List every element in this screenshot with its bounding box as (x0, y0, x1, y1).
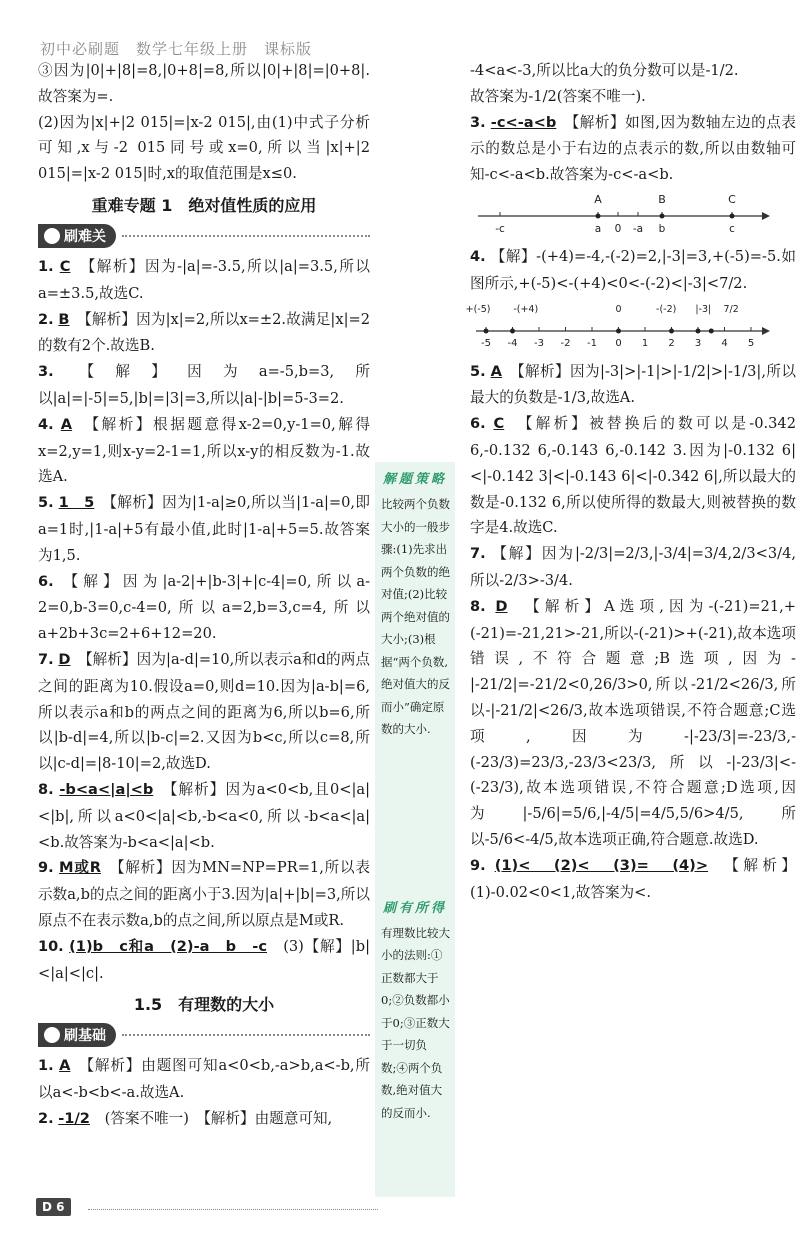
paragraph: 故答案为-1/2(答案不唯一). (470, 87, 646, 105)
question-item (38, 307, 370, 360)
tick-label: -2 (560, 337, 571, 349)
question-item (38, 855, 370, 933)
question-item (470, 110, 796, 188)
point-label: -(+4) (513, 303, 539, 315)
explanation: 【解析】根据题意得x-2=0,y-1=0,解得x=2,y=1,则x-y=2-1=1,所以x-y的相反数为-1.故选A. (38, 415, 370, 486)
explanation: 【解】因为|a-2|+|b-3|+|c-4|=0,所以a-2=0,b-3=0,c-4=0,所以a=2,b=3,c=4,所以a+2b+3c=2+6+12=20. (38, 572, 371, 643)
question-number: 1. (38, 258, 54, 275)
note-title: 解题策略 (382, 472, 447, 487)
answer: -b<a<|a|<b (59, 780, 154, 798)
point (484, 328, 489, 333)
arrow-icon (762, 212, 770, 220)
tick-label: a (594, 222, 602, 235)
section-badge (38, 224, 370, 248)
explanation: 【解析】因为|1-a|≥0,所以当|1-a|=0,即a=1时,|1-a|+5有最小值,此时|1-a|+5=5.故答案为1,5. (38, 494, 371, 564)
paragraph: (2)因为|x|+|2 015|=|x-2 015|,由(1)中式子分析可知,x与-2 015同号或x=0,所以当|x|+|2 015|=|x-2 015|时,x的取值范围是x≤0. (38, 113, 370, 183)
badge-label: 刷难关 (64, 228, 106, 245)
number-line-2 (465, 299, 770, 353)
point (730, 213, 735, 218)
badge-label: 刷基础 (64, 1028, 106, 1045)
question-number: 4. (470, 248, 486, 265)
sidebar-notes (375, 462, 455, 1197)
answer: M或R (59, 859, 101, 877)
question-item (38, 1053, 370, 1106)
question-number: 8. (38, 781, 54, 798)
explanation: (答案不唯一) 【解析】由题意可知, (104, 1109, 333, 1127)
question-number: 7. (38, 651, 54, 668)
question-number: 2. (38, 1110, 54, 1127)
point-label: 0 (615, 303, 622, 315)
tick-label: 4 (721, 337, 728, 349)
question-number: 3. (38, 364, 54, 381)
question-list (38, 254, 370, 986)
point (709, 328, 714, 333)
question-item (470, 853, 796, 906)
question-number: 2. (38, 311, 54, 328)
divider (88, 1209, 378, 1210)
question-number: 5. (470, 363, 486, 380)
question-number: 9. (470, 857, 486, 874)
tick-label: 0 (615, 337, 622, 349)
question-number: 7. (470, 546, 486, 563)
explanation: 【解】因为a=-5,b=3,所以|a|=|-5|=5,|b|=|3|=3,所以|a|-|b|=5-3=2. (38, 363, 371, 407)
right-column (465, 58, 797, 905)
question-item (470, 359, 796, 412)
question-item (38, 934, 370, 987)
question-item (470, 411, 796, 541)
answer: C (493, 415, 505, 433)
explanation: 【解析】被替换后的数可以是-0.342 6,-0.132 6,-0.143 6,-0.142 3.因为|-0.132 6|<|-0.142 3|<|-0.143 6|<|-0.342 6|,所以最大的数是-0.132 6,所以使所得的数最大,则被替换的数字是4.故选C. (470, 415, 796, 537)
brush-icon (44, 1027, 60, 1043)
explanation: 【解析】由题图可知a<0<b,-a>b,a<-b,所以a<-b<b<-a.故选A. (38, 1057, 370, 1102)
explanation: 【解析】因为|-3|>|-1|>|-1/2|>|-1/3|,所以最大的负数是-1/3,故选A. (470, 362, 796, 407)
tick-label: -c (495, 222, 505, 235)
explanation: 【解】-(+4)=-4,-(-2)=2,|-3|=3,+(-5)=-5.如图所示,+(-5)<-(+4)<0<-(-2)<|-3|<7/2. (470, 247, 796, 292)
answer: (1)b c和a (2)-a b -c (69, 937, 267, 955)
question-number: 3. (470, 114, 486, 131)
tick-label: -5 (481, 337, 491, 349)
point (596, 213, 601, 218)
tick-label: 3 (694, 337, 702, 349)
note-text: 有理数比较大小的法则:①正数都大于0;②负数都小于0;③正数大于一切负数;④两个负数,绝对值大的反而小. (381, 925, 450, 1120)
tick-label: 1 (641, 337, 649, 349)
question-item (470, 244, 796, 297)
point-label: 7/2 (723, 303, 739, 315)
point-label: C (728, 192, 736, 206)
explanation: 【解析】因为-|a|=-3.5,所以|a|=3.5,所以a=±3.5,故选C. (38, 257, 370, 302)
brush-icon (44, 228, 60, 244)
tick-label: 0 (614, 222, 622, 235)
tick-label: -1 (587, 337, 597, 349)
explanation: 【解】因为|-2/3|=2/3,|-3/4|=3/4,2/3<3/4,所以-2/3>-3/4. (470, 545, 796, 589)
answer: -1/2 (58, 1109, 90, 1127)
tick-label: 5 (747, 337, 755, 349)
tick-label: -4 (507, 337, 518, 349)
explanation: 【解析】因为a<0<b,且0<|a|<|b|,所以a<0<|a|<b,-b<a<0,所以-b<a<|a|<b.故答案为-b<a<|a|<b. (38, 780, 370, 851)
point-label: -(-2) (656, 303, 677, 315)
question-item (38, 254, 370, 307)
explanation: (3)【解】|b|<|a|<|c|. (38, 937, 370, 982)
left-column (38, 58, 370, 1133)
paragraph: -4<a<-3,所以比a大的负分数可以是-1/2. (470, 62, 739, 79)
topic-title: 重难专题 1 绝对值性质的应用 (91, 195, 317, 215)
point-label: A (594, 192, 602, 206)
point-label: +(-5) (465, 303, 491, 315)
answer: A (490, 362, 502, 380)
question-number: 5. (38, 495, 54, 512)
question-item (38, 359, 370, 412)
explanation: 【解析】(1)-0.02<0<1,故答案为<. (470, 856, 797, 901)
explanation: 【解析】如图,因为数轴左边的点表示的数总是小于右边的点表示的数,所以由数轴可知-c<-a<b.故答案为-c<-a<b. (470, 113, 796, 184)
answer: C (59, 257, 71, 275)
question-number: 6. (38, 573, 54, 590)
explanation: 【解析】因为MN=NP=PR=1,所以表示数a,b的点之间的距离小于3.因为|a|+|b|=3,所以原点不在表示数a,b的点之间,所以原点是M或R. (38, 859, 370, 929)
question-number: 6. (470, 416, 486, 433)
arrow-icon (762, 327, 770, 335)
question-number: 8. (470, 598, 486, 615)
point-label: |-3| (695, 303, 712, 315)
answer: (1)< (2)< (3)= (4)> (494, 856, 709, 874)
question-item (38, 1106, 370, 1133)
question-number: 4. (38, 416, 54, 433)
question-item (38, 412, 370, 490)
explanation: 【解析】因为|x|=2,所以x=±2.故满足|x|=2的数有2个.故选B. (38, 310, 371, 355)
explanation: 【解析】A选项,因为-(-21)=21,+(-21)=-21,21>-21,所以-(-21)>+(-21),故本选项错误,不符合题意;B选项,因为-|-21/2|=-21/2<0,26/3>0,所以-21/2<26/3,所以-|-21/2|<26/3,故本选项错误,不符合题意;C选项,因为-|-23/3|=-23/3,-(-23/3)=23/3,-23/3<23/3,所以-|-23/3|<-(-23/3),故本选项错误,不符合题意;D选项,因为|-5/6|=5/6,|-4/5|=4/5,5/6>4/5,所以-5/6<-4/5,故本选项正确,符合题意.故选D. (470, 597, 796, 848)
question-item (470, 541, 796, 594)
note-text: 比较两个负数大小的一般步骤:(1)先求出两个负数的绝对值;(2)比较两个绝对值的大小;(3)根据“两个负数,绝对值大的反而小”确定原数的大小. (381, 497, 450, 736)
question-item (38, 490, 370, 568)
point (660, 213, 665, 218)
section-badge (38, 1023, 370, 1047)
question-number: 1. (38, 1058, 54, 1075)
section-title: 1.5 有理数的大小 (133, 995, 275, 1015)
page-number: D 6 (36, 1198, 71, 1216)
point (510, 328, 515, 333)
answer: A (59, 1057, 71, 1075)
answer: A (60, 415, 73, 433)
number-line-1 (470, 190, 770, 238)
answer: -c<-a<b (490, 113, 557, 131)
running-header: 初中必刷题 数学七年级上册 课标版 (40, 40, 313, 58)
tick-label: c (729, 222, 735, 235)
question-list (465, 110, 797, 906)
question-item (470, 594, 796, 853)
tick-label: -3 (534, 337, 544, 349)
tick-label: 2 (668, 337, 675, 349)
tick-label: b (658, 222, 666, 235)
answer: D (58, 650, 71, 668)
point (696, 328, 701, 333)
question-list (38, 1053, 370, 1132)
note-title: 刷有所得 (382, 900, 447, 916)
paragraph: ③因为|0|+|8|=8,|0+8|=8,所以|0|+|8|=|0+8|.故答案为=. (38, 62, 370, 105)
question-number: 9. (38, 860, 54, 877)
answer: B (58, 310, 70, 328)
point-label: B (658, 192, 666, 206)
tick-label: -a (632, 222, 644, 235)
question-item (38, 647, 370, 777)
answer: 1 5 (58, 494, 95, 512)
question-item (38, 777, 370, 855)
question-item (38, 569, 370, 647)
question-number: 10. (38, 938, 64, 955)
explanation: 【解析】因为|a-d|=10,所以表示a和d的两点之间的距离为10.假设a=0,则d=10.因为|a-b|=6,所以表示a和b的两点之间的距离为6,所以b=6,所以|b-d|=4,所以|b-c|=2.又因为b<c,所以c=8,所以|c-d|=|8-10|=2,故选D. (38, 650, 370, 773)
point (669, 328, 674, 333)
answer: D (495, 597, 508, 615)
point (616, 328, 621, 333)
